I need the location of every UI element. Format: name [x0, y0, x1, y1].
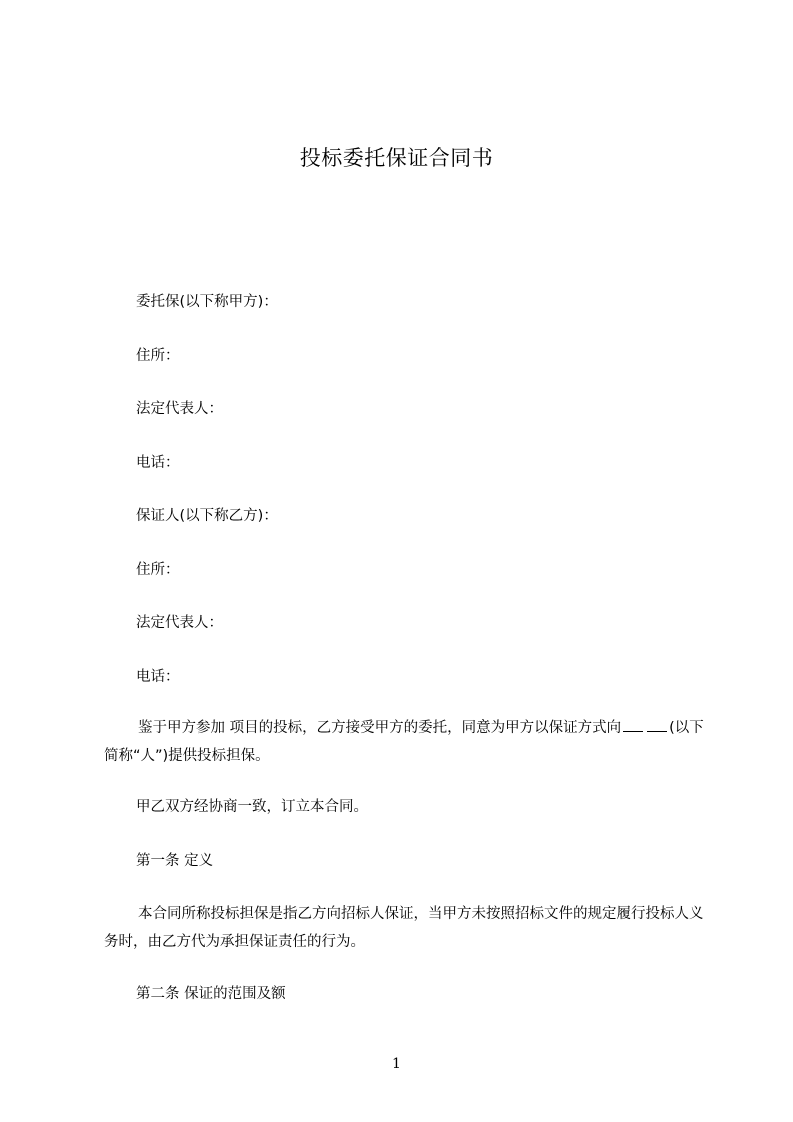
article-1-body: 本合同所称投标担保是指乙方向招标人保证，当甲方未按照招标文件的规定履行投标人义务时，由乙方代为承担保证责任的行为。	[104, 906, 704, 950]
page-number: 1	[392, 1056, 401, 1072]
party-a-representative-label: 法定代表人：	[136, 401, 223, 417]
agreement-statement: 甲乙双方经协商一致，订立本合同。	[136, 799, 368, 815]
preamble-text-part2: (以下简称“人”)提供投标担保。	[104, 720, 704, 764]
preamble-text-part1: 鉴于甲方参加 项目的投标，乙方接受甲方的委托，同意为甲方以保证方式向	[138, 720, 622, 736]
article-2-heading: 第二条 保证的范围及额	[136, 986, 286, 1002]
party-a-address-label: 住所：	[136, 348, 180, 364]
party-b-representative-label: 法定代表人：	[136, 615, 223, 631]
party-b-phone-label: 电话：	[136, 669, 180, 685]
party-a-phone-label: 电话：	[136, 455, 180, 471]
blank-underline	[623, 719, 643, 732]
party-b-address-label: 住所：	[136, 562, 180, 578]
article-1-heading: 第一条 定义	[136, 853, 214, 869]
blank-underline	[647, 719, 667, 732]
page-title: 投标委托保证合同书	[299, 146, 494, 170]
preamble-paragraph	[104, 714, 704, 770]
party-b-label: 保证人(以下称乙方)：	[136, 508, 278, 524]
party-a-label: 委托保(以下称甲方)：	[136, 294, 278, 310]
